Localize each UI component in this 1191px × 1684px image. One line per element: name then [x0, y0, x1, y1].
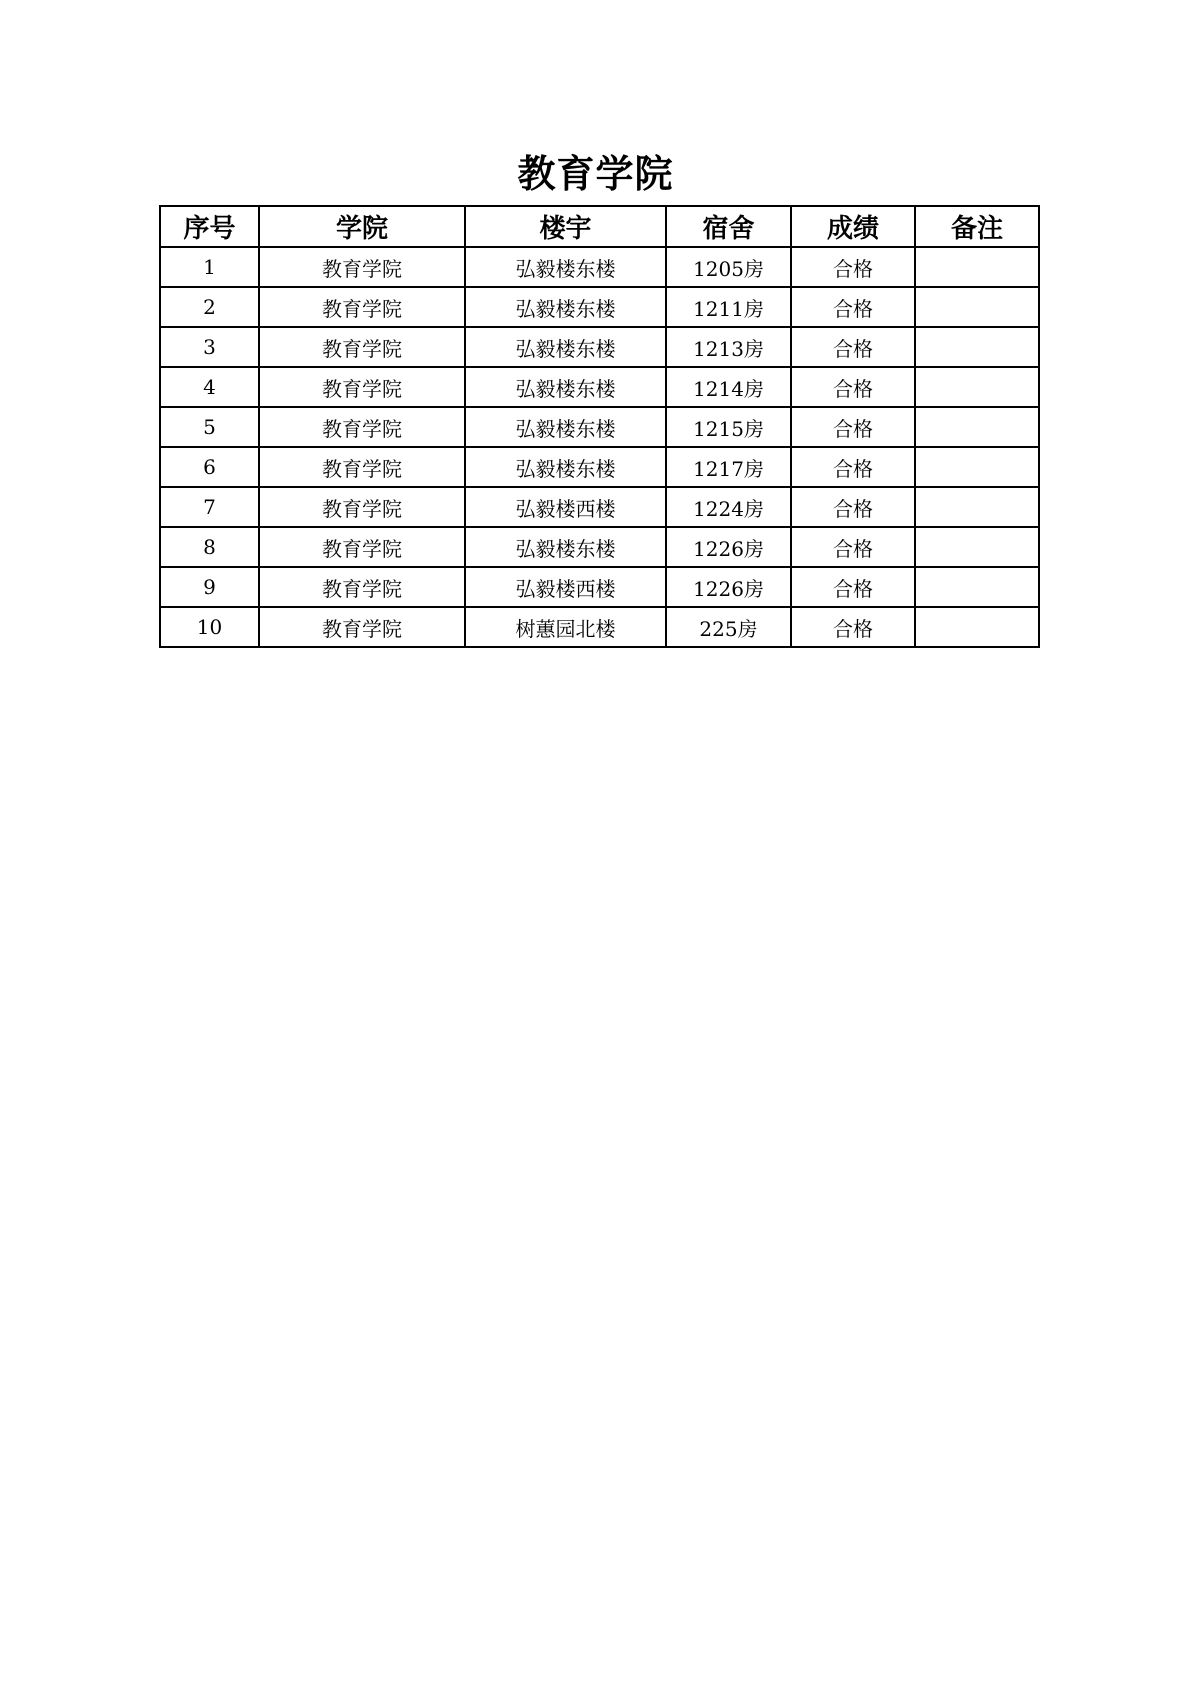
cell-index: 2 — [160, 287, 259, 327]
cell-result: 合格 — [791, 447, 915, 487]
table-row — [160, 607, 1039, 647]
cell-result: 合格 — [791, 247, 915, 287]
cell-result: 合格 — [791, 367, 915, 407]
cell-remarks — [915, 527, 1039, 567]
cell-dorm: 1205房 — [666, 247, 791, 287]
cell-dorm: 1214房 — [666, 367, 791, 407]
cell-college: 教育学院 — [259, 447, 465, 487]
cell-remarks — [915, 327, 1039, 367]
column-header-remarks: 备注 — [915, 206, 1039, 247]
cell-building: 弘毅楼东楼 — [465, 247, 666, 287]
table-header-row — [160, 206, 1039, 247]
cell-index: 7 — [160, 487, 259, 527]
cell-index: 9 — [160, 567, 259, 607]
cell-index: 5 — [160, 407, 259, 447]
cell-result: 合格 — [791, 607, 915, 647]
cell-building: 树蕙园北楼 — [465, 607, 666, 647]
cell-building: 弘毅楼东楼 — [465, 327, 666, 367]
cell-building: 弘毅楼东楼 — [465, 527, 666, 567]
cell-college: 教育学院 — [259, 247, 465, 287]
cell-dorm: 1215房 — [666, 407, 791, 447]
cell-college: 教育学院 — [259, 367, 465, 407]
cell-building: 弘毅楼东楼 — [465, 447, 666, 487]
table-body — [160, 247, 1039, 647]
cell-remarks — [915, 567, 1039, 607]
cell-dorm: 1226房 — [666, 567, 791, 607]
cell-index: 10 — [160, 607, 259, 647]
cell-college: 教育学院 — [259, 287, 465, 327]
cell-college: 教育学院 — [259, 567, 465, 607]
cell-remarks — [915, 607, 1039, 647]
cell-building: 弘毅楼西楼 — [465, 487, 666, 527]
dormitory-table — [159, 205, 1040, 648]
cell-building: 弘毅楼东楼 — [465, 287, 666, 327]
cell-remarks — [915, 367, 1039, 407]
cell-remarks — [915, 447, 1039, 487]
cell-result: 合格 — [791, 287, 915, 327]
cell-dorm: 1213房 — [666, 327, 791, 367]
cell-college: 教育学院 — [259, 407, 465, 447]
cell-result: 合格 — [791, 407, 915, 447]
cell-dorm: 1226房 — [666, 527, 791, 567]
cell-remarks — [915, 487, 1039, 527]
cell-dorm: 1224房 — [666, 487, 791, 527]
table-row — [160, 407, 1039, 447]
page-title: 教育学院 — [517, 152, 674, 196]
cell-remarks — [915, 407, 1039, 447]
cell-remarks — [915, 247, 1039, 287]
cell-result: 合格 — [791, 487, 915, 527]
cell-result: 合格 — [791, 527, 915, 567]
column-header-index: 序号 — [160, 206, 259, 247]
table-row — [160, 367, 1039, 407]
cell-index: 3 — [160, 327, 259, 367]
column-header-building: 楼宇 — [465, 206, 666, 247]
table-row — [160, 247, 1039, 287]
cell-dorm: 1211房 — [666, 287, 791, 327]
cell-college: 教育学院 — [259, 607, 465, 647]
table-row — [160, 287, 1039, 327]
column-header-dorm: 宿舍 — [666, 206, 791, 247]
cell-result: 合格 — [791, 327, 915, 367]
cell-building: 弘毅楼东楼 — [465, 367, 666, 407]
cell-building: 弘毅楼西楼 — [465, 567, 666, 607]
cell-college: 教育学院 — [259, 327, 465, 367]
table-row — [160, 447, 1039, 487]
cell-index: 8 — [160, 527, 259, 567]
column-header-result: 成绩 — [791, 206, 915, 247]
cell-college: 教育学院 — [259, 527, 465, 567]
cell-college: 教育学院 — [259, 487, 465, 527]
cell-building: 弘毅楼东楼 — [465, 407, 666, 447]
table-row — [160, 527, 1039, 567]
cell-result: 合格 — [791, 567, 915, 607]
table-row — [160, 567, 1039, 607]
cell-dorm: 225房 — [666, 607, 791, 647]
table-row — [160, 327, 1039, 367]
cell-index: 1 — [160, 247, 259, 287]
cell-dorm: 1217房 — [666, 447, 791, 487]
cell-index: 4 — [160, 367, 259, 407]
column-header-college: 学院 — [259, 206, 465, 247]
cell-remarks — [915, 287, 1039, 327]
table-row — [160, 487, 1039, 527]
cell-index: 6 — [160, 447, 259, 487]
